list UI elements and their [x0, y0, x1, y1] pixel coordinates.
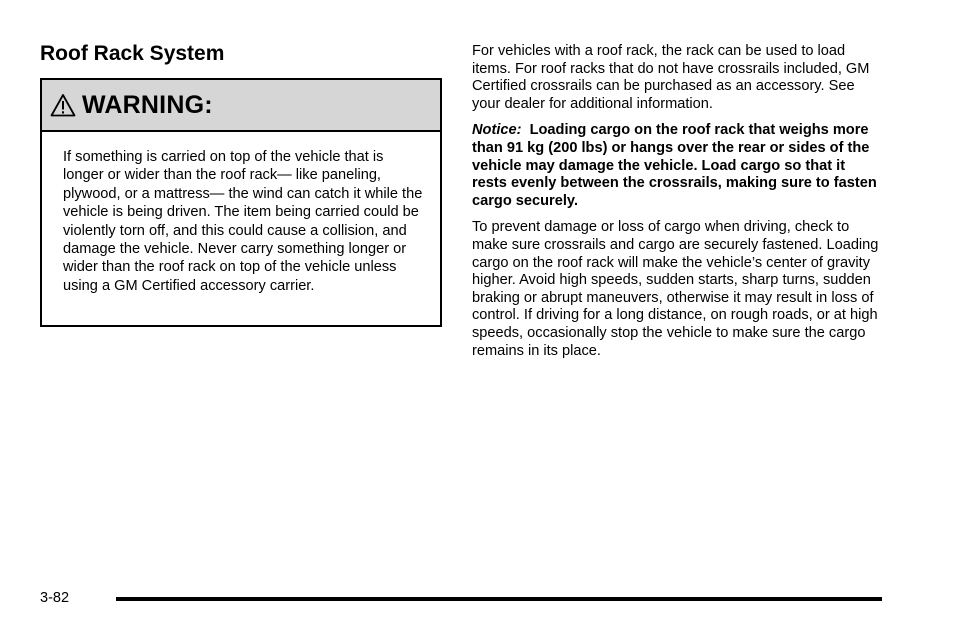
cargo-paragraph: To prevent damage or loss of cargo when driving, check to make sure crossrails and cargo are securely fastened. Loading cargo on the roof rack will make the vehicle’s center of gravity higher. Avoid high speeds, sudden starts, sharp turns, sudden braking or abrupt maneuvers, otherwise it may result in loss of control. If driving for a long distance, on rough roads, or at high speeds, occasionally stop the vehicle to make sure the cargo remains in its place. [472, 219, 879, 359]
right-column [472, 43, 882, 360]
warning-box [40, 78, 442, 327]
notice-label: Notice: [472, 122, 522, 139]
section-heading: Roof Rack System [40, 42, 225, 65]
warning-header [42, 80, 440, 132]
page-number: 3-82 [40, 590, 70, 606]
intro-paragraph: For vehicles with a roof rack, the rack can be used to load items. For roof racks that do not have crossrails included, GM Certified crossrails can be purchased as an accessory. See your dealer for additional information. [472, 43, 870, 112]
warning-title: WARNING: [82, 90, 213, 119]
notice-paragraph [472, 122, 882, 210]
warning-triangle-icon [50, 93, 76, 117]
footer-rule [116, 597, 882, 601]
notice-text: Loading cargo on the roof rack that weighs more than 91 kg (200 lbs) or hangs over the rear or sides of the vehicle may damage the vehicle. Load cargo so that it rests evenly between the crossrails, making sure to fasten cargo securely. [472, 122, 877, 209]
warning-text: If something is carried on top of the vehicle that is longer or wider than the roof rack— like paneling, plywood, or a mattress— the wind can catch it while the vehicle is being driven. The item being carried could be violently torn off, and this could cause a collision, and damage the vehicle. Never carry something longer or wider than the roof rack on top of the vehicle unless using a GM Certified accessory carrier. [63, 149, 423, 294]
